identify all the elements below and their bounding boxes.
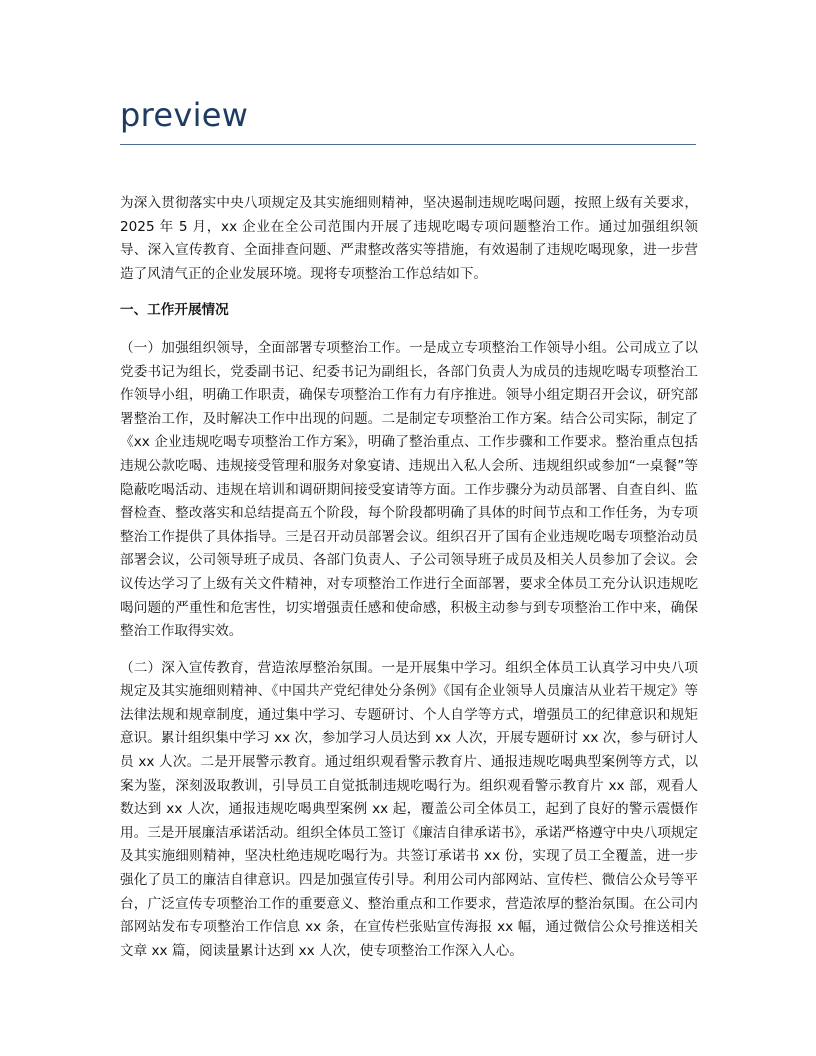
body-paragraph-1: （一）加强组织领导，全面部署专项整治工作。一是成立专项整治工作领导小组。公司成立了以党委书记为组长，党委副书记、纪委书记为副组长，各部门负责人为成员的违规吃喝专项整治工作领导小组，明确工作职责，确保专项整治工作有力有序推进。领导小组定期召开会议，研究部署整治工作，及时解决工作中出现的问题。二是制定专项整治工作方案。结合公司实际，制定了《xx 企业违规吃喝专项整治工作方案》，明确了整治重点、工作步骤和工作要求。整治重点包括违规公款吃喝、违规接受管理和服务对象宴请、违规出入私人会所、违规组织或参加“一桌餐”等隐蔽吃喝活动、违规在培训和调研期间接受宴请等方面。工作步骤分为动员部署、自查自纠、监督检查、整改落实和总结提高五个阶段，每个阶段都明确了具体的时间节点和工作任务，为专项整治工作提供了具体指导。三是召开动员部署会议。组织召开了国有企业违规吃喝专项整治动员部署会议，公司领导班子成员、各部门负责人、子公司领导班子成员及相关人员参加了会议。会议传达学习了上级有关文件精神，对专项整治工作进行全面部署，要求全体员工充分认识违规吃喝问题的严重性和危害性，切实增强责任感和使命感，积极主动参与到专项整治工作中来，确保整治工作取得实效。 <box>120 339 698 640</box>
body-paragraph-2: （二）深入宣传教育，营造浓厚整治氛围。一是开展集中学习。组织全体员工认真学习中央八项规定及其实施细则精神、《中国共产党纪律处分条例》《国有企业领导人员廉洁从业若干规定》等法律法规和规章制度，通过集中学习、专题研讨、个人自学等方式，增强员工的纪律意识和规矩意识。累计组织集中学习 xx 次，参加学习人员达到 xx 人次，开展专题研讨 xx 次，参与研讨人员 xx 人次。二是开展警示教育。通过组织观看警示教育片、通报违规吃喝典型案例等方式，以案为鉴，深刻汲取教训，引导员工自觉抵制违规吃喝行为。组织观看警示教育片 xx 部，观看人数达到 xx 人次，通报违规吃喝典型案例 xx 起，覆盖公司全体员工，起到了良好的警示震慑作用。三是开展廉洁承诺活动。组织全体员工签订《廉洁自律承诺书》，承诺严格遵守中央八项规定及其实施细则精神，坚决杜绝违规吃喝行为。共签订承诺书 xx 份，实现了员工全覆盖，进一步强化了员工的廉洁自律意识。四是加强宣传引导。利用公司内部网站、宣传栏、微信公众号等平台，广泛宣传专项整治工作的重要意义、整治重点和工作要求，营造浓厚的整治氛围。在公司内部网站发布专项整治工作信息 xx 条，在宣传栏张贴宣传海报 xx 幅，通过微信公众号推送相关文章 xx 篇，阅读量累计达到 xx 人次，使专项整治工作深入人心。 <box>120 659 698 959</box>
intro-paragraph: 为深入贯彻落实中央八项规定及其实施细则精神，坚决遏制违规吃喝问题，按照上级有关要求，2025 年 5 月，xx 企业在全公司范围内开展了违规吃喝专项问题整治工作。通过加强组织领导、深入宣传教育、全面排查问题、严肃整改落实等措施，有效遏制了违规吃喝现象，进一步营造了风清气正的企业发展环境。现将专项整治工作总结如下。 <box>120 195 698 282</box>
section-heading: 一、工作开展情况 <box>120 302 229 319</box>
document-body <box>120 192 698 976</box>
page-title: preview <box>120 96 249 134</box>
title-divider <box>120 144 696 145</box>
